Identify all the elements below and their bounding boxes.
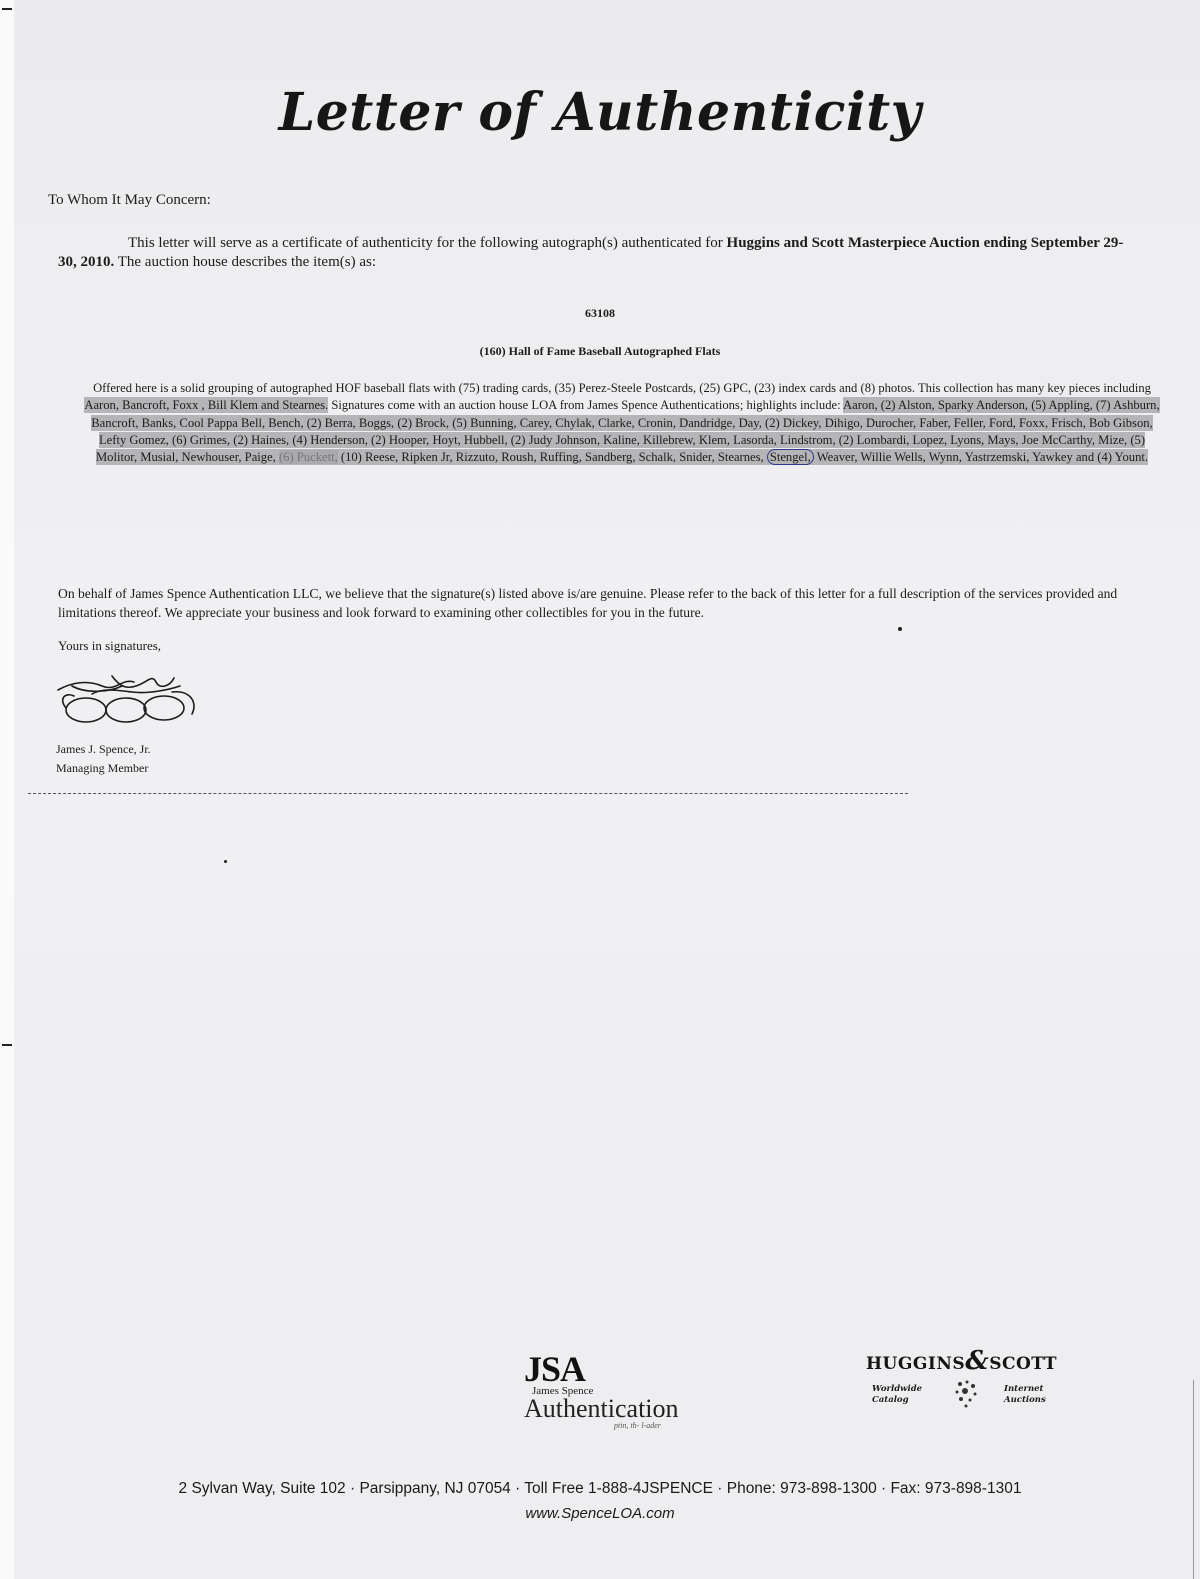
paper-speck (898, 627, 902, 631)
huggins-scott-logo (866, 1346, 1076, 1416)
paper-speck (224, 860, 227, 863)
jsa-company-name: James Spence (532, 1385, 594, 1397)
hs-sub-right-2: Auctions (1004, 1395, 1046, 1405)
jsa-tagline: ptin, th- l-ader (614, 1421, 661, 1430)
hs-sub-right (1004, 1384, 1046, 1406)
hs-right: SCOTT (989, 1354, 1057, 1374)
highlights-c: Weaver, Willie Wells, Wynn, Yastrzemski, Yawkey and (4) Yount. (813, 450, 1149, 465)
closing-line: Yours in signatures, (58, 638, 162, 653)
auction-dates: September 29-30, 2010. (58, 235, 1124, 270)
globe-icon (950, 1378, 984, 1410)
intro-text: This letter will serve as a certificate of authenticity for the following autograph(s) authenticated for (128, 235, 727, 251)
jsa-authentication-word: Authentication (524, 1394, 679, 1423)
footer-website: www.SpenceLOA.com (525, 1505, 675, 1522)
faded-name: (6) Puckett, (278, 450, 338, 465)
signature-drawing (52, 668, 202, 730)
hs-amp: & (965, 1346, 990, 1376)
jsa-logo (524, 1349, 714, 1442)
highlights-b: (10) Reese, Ripken Jr, Rizzuto, Roush, Ruffing, Sandberg, Schalk, Snider, Stearnes, (337, 450, 767, 465)
description-part1: Offered here is a solid grouping of autographed HOF baseball flats with (75) trading cards, (35) Perez-Steele Postcards, (25) GPC, (23) index cards and (8) photos. This collection has many key pieces including (93, 381, 1151, 395)
handwritten-signature (52, 668, 202, 735)
letter-title: Letter of Authenticity (278, 82, 922, 143)
signer-role: Managing Member (56, 761, 149, 775)
signer-name: James J. Spence, Jr. (56, 742, 151, 756)
hs-sub-left (872, 1384, 922, 1406)
hs-wordmark (866, 1346, 1076, 1376)
auction-name: Huggins and Scott Masterpiece Auction (726, 235, 980, 251)
footer-address: 2 Sylvan Way, Suite 102 · Parsippany, NJ 07054 · Toll Free 1-888-4JSPENCE · Phone: 973-898-1300 · Fax: 973-898-1301 (178, 1480, 1022, 1497)
hs-sub-right-1: Internet (1004, 1384, 1044, 1394)
hs-sub-left-2: Catalog (872, 1395, 909, 1405)
intro-tail: The auction house describes the item(s) as: (114, 254, 376, 270)
lot-number: 63108 (585, 306, 615, 320)
hs-sub-left-1: Worldwide (872, 1384, 923, 1394)
divider (28, 793, 908, 794)
lot-title: (160) Hall of Fame Baseball Autographed Flats (479, 344, 721, 358)
hs-left: HUGGINS (866, 1354, 966, 1374)
intro-paragraph (58, 234, 1138, 272)
edge-mark (2, 8, 12, 10)
highlights-a: Aaron, (2) Alston, Sparky Anderson, (5) Appling, (7) Ashburn, Bancroft, Banks, Cool Pappa Bell, Bench, (2) Berra, Boggs, (2) Brock, (5) Bunning, Carey, Chylak, Clarke, Cronin, Dandridge, Day, (2) Dickey, Dihigo, Durocher, Faber, Feller, Ford, Foxx, Frisch, Bob Gibson, Lefty Gomez, (6) Grimes, (2) Haines, (4) Henderson, (2) Hooper, Hoyt, Hubbell, (2) Judy Johnson, Kaline, Killebrew, Klem, Lasorda, Lindstrom, (2) Lombardi, Lopez, Lyons, Mays, Joe McCarthy, Mize, (5) Molitor, Musial, Newhouser, Paige, (91, 398, 1160, 465)
edge-mark (2, 1044, 12, 1046)
circled-name: Stengel, (767, 449, 814, 465)
salutation: To Whom It May Concern: (48, 192, 211, 208)
item-description (82, 380, 1162, 466)
ending-label: ending (979, 235, 1031, 251)
jsa-mark: JSA (524, 1349, 586, 1389)
authenticity-statement: On behalf of James Spence Authentication LLC, we believe that the signature(s) listed above is/are genuine. Please refer to the back of this letter for a full description of the services provided and limitations thereof. We appreciate your business and look forward to examining other collectibles for you in the future. (58, 586, 1118, 620)
key-pieces-highlight: Aaron, Bancroft, Foxx , Bill Klem and Stearnes. (84, 398, 329, 413)
description-part2: Signatures come with an auction house LOA from James Spence Authentications; highlights include: (328, 398, 844, 413)
